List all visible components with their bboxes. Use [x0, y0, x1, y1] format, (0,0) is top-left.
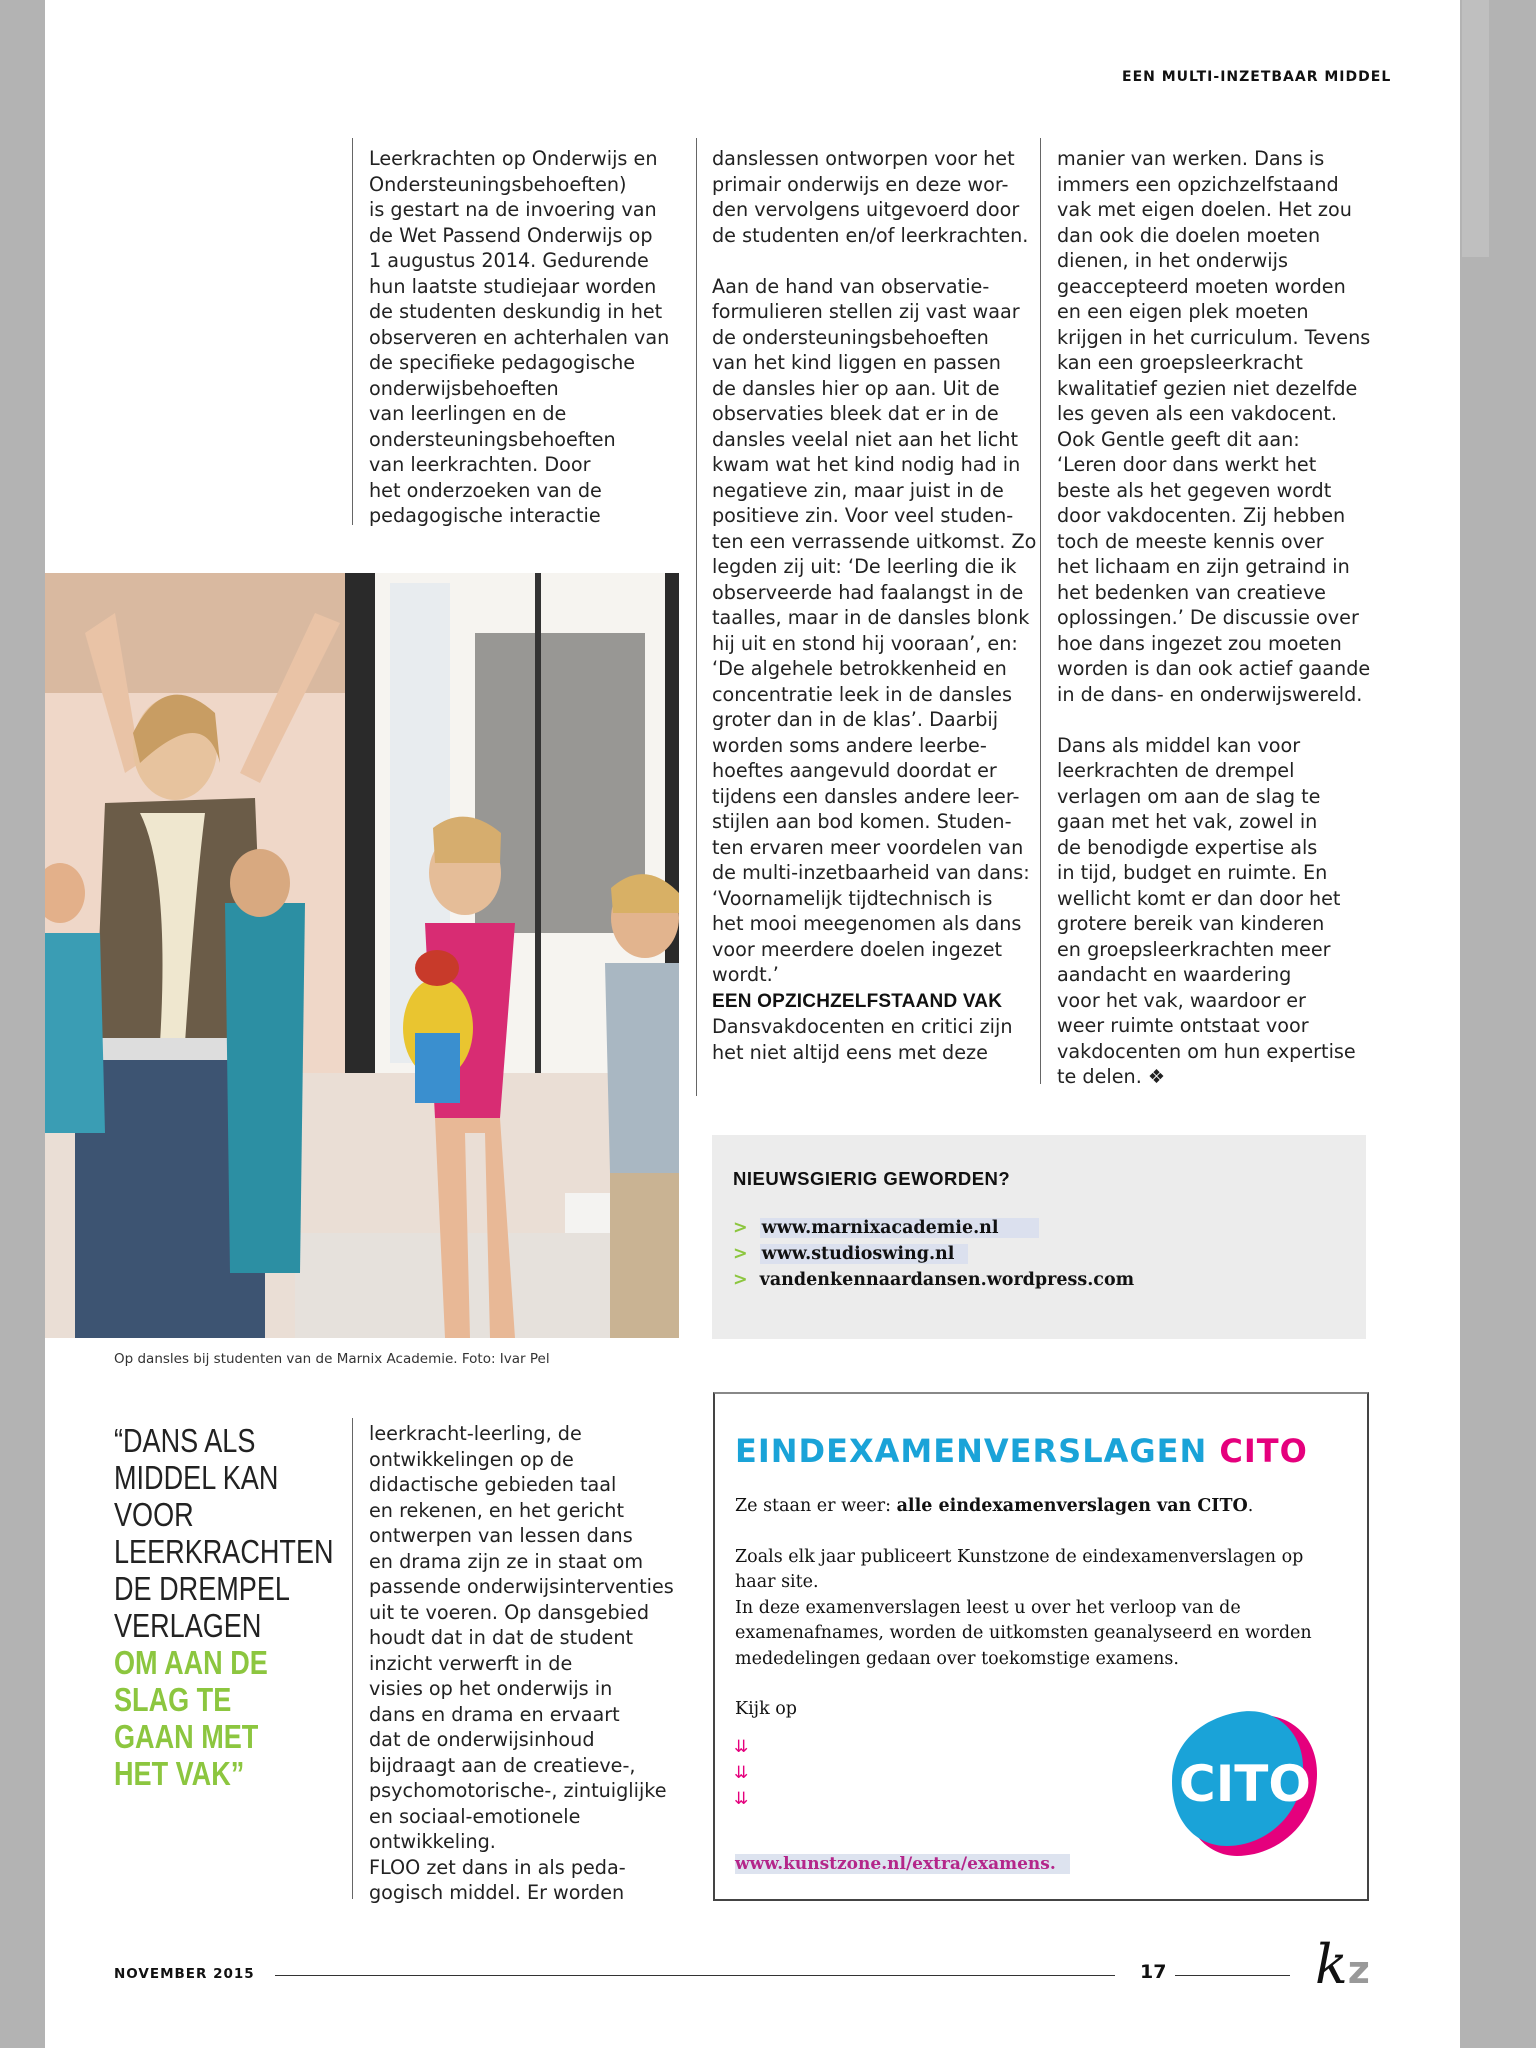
info-box-title: NIEUWSGIERIG GEWORDEN? [733, 1168, 1011, 1189]
cito-logo [1167, 1704, 1332, 1869]
column-rule [696, 138, 697, 1096]
cito-body [735, 1494, 1355, 1723]
column-2-continuation: Dansvakdocenten en critici zijn het niet altijd eens met deze [712, 1015, 1013, 1064]
footer-rule [1175, 1975, 1290, 1976]
pull-quote [114, 1422, 334, 1792]
cito-title: EINDEXAMENVERSLAGEN CITO [735, 1432, 1308, 1470]
article-column-2 [712, 146, 1042, 1065]
arrow-down-icons [734, 1734, 748, 1812]
article-column-1-bottom: leerkracht-leerling, de ontwikkelingen op de didactische gebieden taal en rekenen, en het gericht ontwerpen van lessen dans en drama zijn ze in staat om passende onderwijsinterventies uit te voeren. Op dansgebied houdt dat in dat de student inzicht verwerft in de visies op het onderwijs in dans en drama en ervaart dat de onderwijsinhoud bijdraagt aan de creatieve-, psychomotorische-, zintuiglijke en sociaal-emotionele ontwikkeling. FLOO zet dans in als peda- gogisch middel. Er worden [369, 1422, 674, 1904]
link-marnixacademie[interactable]: > www.marnixacademie.nl [733, 1218, 1039, 1238]
double-chevron-down-icon: ⇊ [734, 1737, 749, 1757]
column-rule [1040, 138, 1041, 1084]
cito-paragraph-2: Zoals elk jaar publiceert Kunstzone de eindexamenverslagen op haar site. [735, 1546, 1304, 1592]
photo-caption: Op dansles bij studenten van de Marnix Academie. Foto: Ivar Pel [114, 1351, 550, 1367]
subheading: EEN OPZICHZELFSTAAND VAK [712, 990, 1003, 1012]
cito-paragraph-4: Kijk op [735, 1699, 798, 1719]
issue-date: NOVEMBER 2015 [114, 1966, 255, 1982]
bullet-arrow-icon: > [733, 1270, 748, 1290]
footer-rule [275, 1975, 1115, 1976]
svg-text:CITO: CITO [1179, 1755, 1311, 1813]
info-box [712, 1135, 1366, 1339]
cito-advertisement [713, 1392, 1369, 1901]
kunstzone-exam-link[interactable]: www.kunstzone.nl/extra/examens. [735, 1854, 1070, 1874]
cito-paragraph-3: In deze examenverslagen leest u over het verloop van de examenafnames, worden de uitkomsten geanalyseerd en worden mededelingen gedaan over toekomstige examens. [735, 1597, 1312, 1669]
section-header: EEN MULTI-INZETBAAR MIDDEL [1122, 69, 1392, 85]
column-rule [352, 1418, 353, 1899]
page-number: 17 [1140, 1961, 1167, 1983]
pull-quote-text: “DANS ALS MIDDEL KAN VOOR LEERKRACHTEN DE DREMPEL VERLAGEN [114, 1422, 334, 1644]
bullet-arrow-icon: > [733, 1244, 748, 1264]
cito-paragraph-1: Ze staan er weer: alle eindexamenverslagen van CITO. [735, 1496, 1254, 1516]
double-chevron-down-icon: ⇊ [734, 1763, 749, 1783]
photo-illustration [45, 573, 679, 1338]
column-rule [352, 138, 353, 525]
viewer-margin [1489, 0, 1536, 2048]
bullet-arrow-icon: > [733, 1218, 748, 1238]
column-2-text: danslessen ontworpen voor het primair onderwijs en deze wor- den vervolgens uitgevoerd door de studenten en/of leerkrachten. Aan de hand van observatie- formulieren stellen zij vast waar de ondersteuningsbehoeften van het kind liggen en passen de dansles hier op aan. Uit de observaties bleek dat er in de dansles veelal niet aan het licht kwam wat het kind nodig had in negatieve zin, maar juist in de positieve zin. Voor veel studen- ten een verrassende uitkomst. Zo legden zij uit: ‘De leerling die ik observeerde had faalangst in de taalles, maar in de dansles blonk hij uit en stond hij vooraan’, en: ‘De algehele betrokkenheid en concentratie leek in de dansles groter dan in de klas’. Daarbij worden soms andere leerbe- hoeftes aangevuld doordat er tijdens een dansles andere leer- stijlen aan bod komen. Studen- ten ervaren meer voordelen van de multi-inzetbaarheid van dans: ‘Voornamelijk tijdtechnisch is het mooi meegenomen als dans voor meerdere doelen ingezet wordt.’ [712, 147, 1037, 986]
double-chevron-down-icon: ⇊ [734, 1789, 749, 1809]
article-column-3: manier van werken. Dans is immers een opzichzelfstaand vak met eigen doelen. Het zou dan ook die doelen moeten dienen, in het onderwijs geaccepteerd moeten worden en een eigen plek moeten krijgen in het curriculum. Tevens kan een groepsleerkracht kwalitatief gezien niet dezelfde les geven als een vakdocent. Ook Gentle geeft dit aan: ‘Leren door dans werkt het beste als het gegeven wordt door vakdocenten. Zij hebben toch de meeste kennis over het lichaam en zijn getraind in het bedenken van creatieve oplossingen.’ De discussie over hoe dans ingezet zou moeten worden is dan ook actief gaande in de dans- en onderwijswereld. Dans als middel kan voor leerkrachten de drempel verlagen om aan de slag te gaan met het vak, zowel in de benodigde expertise als in tijd, budget en ruimte. En wellicht komt er dan door het grotere bereik van kinderen en groepsleerkrachten meer aandacht en waardering voor het vak, waardoor er weer ruimte ontstaat voor vakdocenten om hun expertise te delen. ❖ [1057, 147, 1371, 1088]
pull-quote-highlight: OM AAN DE SLAG TE GAAN MET HET VAK” [114, 1644, 268, 1792]
article-column-1: Leerkrachten op Onderwijs en Ondersteuningsbehoeften) is gestart na de invoering van de Wet Passend Onderwijs op 1 augustus 2014. Gedurende hun laatste studiejaar worden de studenten deskundig in het observeren en achterhalen van de specifieke pedagogische onderwijsbehoeften van leerlingen en de ondersteuningsbehoeften van leerkrachten. Door het onderzoeken van de pedagogische interactie [369, 147, 670, 527]
link-studioswing[interactable]: > www.studioswing.nl [733, 1244, 968, 1264]
link-wordpress[interactable]: > vandenkennaardansen.wordpress.com [733, 1270, 1135, 1290]
dance-class-photo [45, 573, 679, 1338]
scrollbar-thumb[interactable] [1462, 0, 1489, 257]
kunstzone-logo: kz [1315, 1933, 1370, 1996]
